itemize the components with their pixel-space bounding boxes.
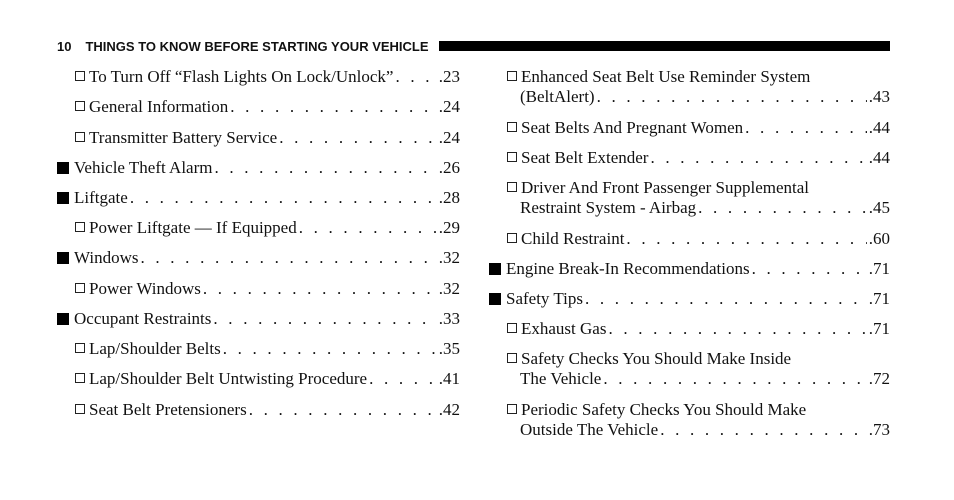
toc-entry-safety-checks-inside[interactable]: Safety Checks You Should Make Inside The Vehicle . . . .72 — [489, 349, 890, 389]
toc-entry-lap-shoulder-belts[interactable]: Lap/Shoulder Belts . . . .35 — [57, 339, 460, 359]
toc-entry-windows[interactable]: Windows . . . .32 — [57, 248, 460, 268]
hollow-square-bullet-icon — [507, 182, 517, 192]
toc-entry-seat-belt-extender[interactable]: Seat Belt Extender . . . .44 — [489, 148, 890, 168]
toc-page-ref: .42 — [438, 400, 460, 419]
toc-entry-belt-untwisting[interactable]: Lap/Shoulder Belt Untwisting Procedure . . . .41 — [57, 369, 460, 389]
hollow-square-bullet-icon — [507, 233, 517, 243]
hollow-square-bullet-icon — [507, 71, 517, 81]
hollow-square-bullet-icon — [75, 343, 85, 353]
toc-page-ref: .32 — [438, 279, 460, 298]
page-header — [57, 37, 890, 55]
toc-entry-pregnant-women[interactable]: Seat Belts And Pregnant Women . . . .44 — [489, 118, 890, 138]
toc-page-ref: .26 — [438, 158, 460, 177]
hollow-square-bullet-icon — [507, 353, 517, 363]
toc-page-ref: .41 — [438, 369, 460, 388]
toc-entry-seat-belt-pretensioners[interactable]: Seat Belt Pretensioners . . . .42 — [57, 400, 460, 420]
toc-entry-safety-tips[interactable]: Safety Tips . . . .71 — [489, 289, 890, 309]
page-number: 10 — [57, 38, 72, 54]
hollow-square-bullet-icon — [75, 101, 85, 111]
hollow-square-bullet-icon — [507, 122, 517, 132]
toc-page-ref: .24 — [438, 97, 460, 116]
hollow-square-bullet-icon — [75, 373, 85, 383]
toc-page-ref: .43 — [868, 87, 890, 106]
toc-entry-beltalert[interactable]: Enhanced Seat Belt Use Reminder System (BeltAlert) . . . .43 — [489, 67, 890, 107]
toc-entry-occupant-restraints[interactable]: Occupant Restraints . . . .33 — [57, 309, 460, 329]
toc-page-ref: .73 — [868, 420, 890, 439]
hollow-square-bullet-icon — [75, 283, 85, 293]
toc-page-ref: .71 — [868, 319, 890, 338]
toc-entry-transmitter-battery[interactable]: Transmitter Battery Service . . . .24 — [57, 128, 460, 148]
toc-entry-liftgate[interactable]: Liftgate . . . .28 — [57, 188, 460, 208]
toc-page-ref: .71 — [868, 259, 890, 278]
toc-entry-power-windows[interactable]: Power Windows . . . .32 — [57, 279, 460, 299]
toc-entry-general-information[interactable]: General Information . . . .24 — [57, 97, 460, 117]
filled-square-bullet-icon — [57, 192, 69, 204]
toc-page-ref: .23 — [438, 67, 460, 86]
toc-entry-power-liftgate[interactable]: Power Liftgate — If Equipped . . . .29 — [57, 218, 460, 238]
toc-page-ref: .45 — [868, 198, 890, 217]
toc-page-ref: .72 — [868, 369, 890, 388]
toc-page-ref: .32 — [438, 248, 460, 267]
toc-page-ref: .44 — [868, 118, 890, 137]
toc-page-ref: .60 — [868, 229, 890, 248]
toc-entry-exhaust-gas[interactable]: Exhaust Gas . . . .71 — [489, 319, 890, 339]
toc-page-ref: .44 — [868, 148, 890, 167]
header-rule — [439, 41, 890, 51]
toc-entry-vehicle-theft-alarm[interactable]: Vehicle Theft Alarm . . . .26 — [57, 158, 460, 178]
toc-page-ref: .33 — [438, 309, 460, 328]
hollow-square-bullet-icon — [75, 71, 85, 81]
toc-entry-airbag[interactable]: Driver And Front Passenger Supplemental Restraint System - Airbag . . . .45 — [489, 178, 890, 218]
toc-page-ref: .35 — [438, 339, 460, 358]
toc-page-ref: .28 — [438, 188, 460, 207]
hollow-square-bullet-icon — [75, 222, 85, 232]
toc-entry-child-restraint[interactable]: Child Restraint . . . .60 — [489, 229, 890, 249]
filled-square-bullet-icon — [57, 252, 69, 264]
filled-square-bullet-icon — [489, 293, 501, 305]
hollow-square-bullet-icon — [507, 323, 517, 333]
toc-page-ref: .24 — [438, 128, 460, 147]
filled-square-bullet-icon — [57, 313, 69, 325]
toc-entry-flash-lights[interactable]: To Turn Off “Flash Lights On Lock/Unlock” . . . .23 — [57, 67, 460, 87]
toc-page-ref: .29 — [438, 218, 460, 237]
hollow-square-bullet-icon — [75, 132, 85, 142]
filled-square-bullet-icon — [489, 263, 501, 275]
section-title: THINGS TO KNOW BEFORE STARTING YOUR VEHICLE — [85, 38, 429, 54]
toc-page-ref: .71 — [868, 289, 890, 308]
hollow-square-bullet-icon — [75, 404, 85, 414]
filled-square-bullet-icon — [57, 162, 69, 174]
toc-entry-safety-checks-outside[interactable]: Periodic Safety Checks You Should Make Outside The Vehicle . . . .73 — [489, 400, 890, 440]
hollow-square-bullet-icon — [507, 404, 517, 414]
toc-entry-engine-break-in[interactable]: Engine Break-In Recommendations . . . .71 — [489, 259, 890, 279]
hollow-square-bullet-icon — [507, 152, 517, 162]
